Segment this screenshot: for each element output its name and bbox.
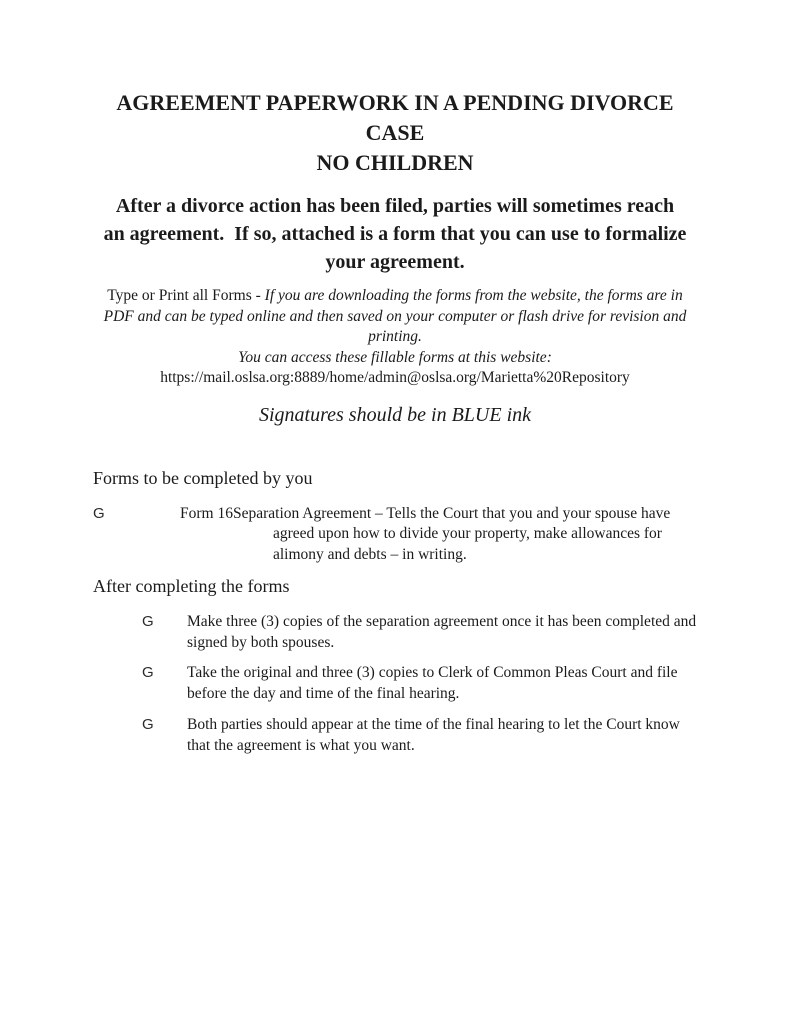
forms-checklist — [93, 504, 697, 566]
checklist-item-line: Make three (3) copies of the separation agreement once it has been completed and — [187, 612, 697, 630]
checklist-item-line: that the agreement is what you want. — [187, 736, 415, 754]
checkbox-bullet-icon: G — [142, 664, 154, 682]
page-title — [93, 88, 697, 178]
instructions-flow-text — [93, 286, 697, 348]
instructions-lead: Type or Print all Forms - — [107, 287, 265, 304]
checklist-item-form16 — [93, 504, 697, 566]
signature-note: Signatures should be in BLUE ink — [258, 403, 532, 426]
website-url: https://mail.oslsa.org:8889/home/admin@oslsa.org/Marietta%20Repository — [160, 369, 630, 386]
section-heading-forms: Forms to be completed by you — [93, 467, 313, 488]
instructions-paragraph — [93, 286, 697, 389]
checklist-item-line: signed by both spouses. — [187, 633, 335, 651]
checklist-item-line: alimony and debts – in writing. — [273, 546, 467, 564]
checklist-item-line: agreed upon how to divide your property, make allowances for — [273, 525, 662, 543]
after-completing-checklist — [93, 612, 697, 757]
checkbox-bullet-icon: G — [93, 504, 105, 522]
checklist-item-line: Take the original and three (3) copies to Clerk of Common Pleas Court and file — [187, 664, 678, 682]
instructions-website-line: You can access these fillable forms at this website: — [238, 348, 552, 366]
instructions-italic-sentence: If you are downloading the forms from the website, the forms are in PDF and can be typed online and then saved on your computer or flash drive for revision and printing. — [103, 287, 687, 345]
checklist-item-both-parties — [93, 715, 697, 757]
checkbox-bullet-icon: G — [142, 612, 154, 630]
section-after-completing — [93, 574, 697, 757]
checkbox-bullet-icon: G — [142, 716, 154, 734]
intro-line1: After a divorce action has been filed, parties will sometimes reach — [115, 195, 675, 217]
intro-statement — [93, 192, 697, 276]
checklist-item-line: Form 16Separation Agreement – Tells the Court that you and your spouse have — [180, 504, 671, 522]
checklist-item-make-copies — [93, 612, 697, 654]
intro-line3: your agreement. — [325, 251, 465, 273]
intro-line2: an agreement. If so, attached is a form that you can use to formalize — [103, 223, 687, 245]
checklist-item-line: Both parties should appear at the time of the final hearing to let the Court know — [187, 716, 680, 734]
checklist-item-line: before the day and time of the final hearing. — [187, 685, 460, 703]
section-forms-to-complete — [93, 466, 697, 566]
checklist-item-take-original — [93, 663, 697, 705]
page-title-line2: NO CHILDREN — [316, 150, 474, 175]
section-heading-after-completing: After completing the forms — [93, 575, 290, 596]
page-title-line1: AGREEMENT PAPERWORK IN A PENDING DIVORCE CASE — [116, 90, 674, 145]
